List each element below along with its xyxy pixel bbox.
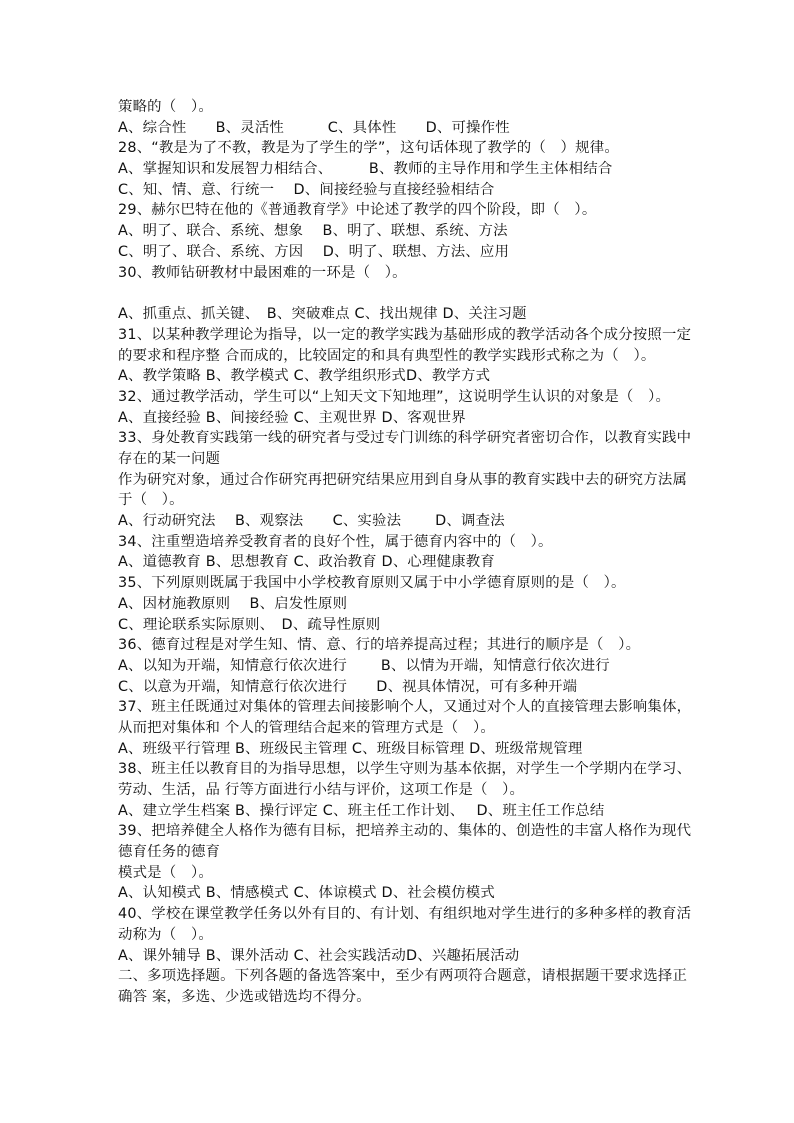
- question-32-options: A、直接经验 B、间接经验 C、主观世界 D、客观世界: [118, 409, 466, 426]
- question-39-options: A、认知模式 B、情感模式 C、体谅模式 D、社会模仿模式: [118, 885, 495, 902]
- question-28-stem: 28、“教是为了不教，教是为了学生的学”，这句话体现了教学的（ ）规律。: [118, 140, 619, 157]
- question-38-stem: 劳动、生活，品 行等方面进行小结与评价，这项工作是（ ）。: [118, 782, 525, 798]
- question-38-options: A、建立学生档案 B、操行评定 C、班主任工作计划、 D、班主任工作总结: [118, 802, 605, 819]
- question-39-stem: 39、把培养健全人格作为德有目标，把培养主动的、集体的、创造性的丰富人格作为现代: [118, 823, 692, 840]
- question-39-stem: 模式是（ ）。: [118, 864, 213, 881]
- section-2-heading: 确答 案，多选、少选或错选均不得分。: [118, 988, 371, 1005]
- question-32-stem: 32、通过教学活动，学生可以“上知天文下知地理”，这说明学生认识的对象是（ ）。: [118, 388, 671, 405]
- question-36-options-ab: A、以知为开端，知情意行依次进行 B、以情为开端，知情意行依次进行: [118, 657, 610, 674]
- question-30-stem: 30、教师钻研教材中最困难的一环是（ ）。: [118, 264, 407, 281]
- question-31-options: A、教学策略 B、教学模式 C、教学组织形式D、教学方式: [118, 368, 491, 385]
- question-33-stem: 作为研究对象，通过合作研究再把研究结果应用到自身从事的教育实践中去的研究方法属: [118, 471, 688, 488]
- question-34-stem: 34、注重塑造培养受教育者的良好个性，属于德育内容中的（ ）。: [118, 533, 553, 550]
- question-28-options-cd: C、知、情、意、行统一 D、间接经验与直接经验相结合: [118, 181, 495, 198]
- document-page: [118, 97, 718, 1008]
- question-34-options: A、道德教育 B、思想教育 C、政治教育 D、心理健康教育: [118, 554, 495, 571]
- question-40-options: A、课外辅导 B、课外活动 C、社会实践活动D、兴趣拓展活动: [118, 947, 520, 964]
- question-33-stem: 33、身处教育实践第一线的研究者与受过专门训练的科学研究者密切合作，以教育实践中: [118, 430, 692, 447]
- question-37-stem: 37、班主任既通过对集体的管理去间接影响个人，又通过对个人的直接管理去影响集体，: [118, 699, 692, 716]
- question-35-options-cd: C、理论联系实际原则、 D、疏导性原则: [118, 616, 381, 633]
- question-33-stem: 于（ ）。: [118, 492, 184, 509]
- question-28-options-ab: A、掌握知识和发展智力相结合、 B、教师的主导作用和学生主体相结合: [118, 161, 613, 178]
- question-35-stem: 35、下列原则既属于我国中小学校教育原则又属于中小学德育原则的是（ ）。: [118, 575, 626, 592]
- question-30-options: A、抓重点、抓关键、 B、突破难点 C、找出规律 D、关注习题: [118, 306, 527, 323]
- question-27-options: A、综合性 B、灵活性 C、具体性 D、可操作性: [118, 119, 510, 136]
- question-36-stem: 36、德育过程是对学生知、情、意、行的培养提高过程；其进行的顺序是（ ）。: [118, 637, 641, 654]
- question-33-stem: 存在的某一问题: [118, 451, 221, 467]
- question-39-stem: 德育任务的德育: [118, 844, 221, 861]
- question-36-options-cd: C、以意为开端，知情意行依次进行 D、视具体情况，可有多种开端: [118, 678, 578, 695]
- question-33-options: A、行动研究法 B、观察法 C、实验法 D、调查法: [118, 513, 505, 530]
- question-27-stem-end: 策略的（ ）。: [118, 99, 213, 115]
- question-38-stem: 38、班主任以教育目的为指导思想，以学生守则为基本依据，对学生一个学期内在学习、: [118, 761, 692, 778]
- blank-line: [118, 283, 718, 304]
- question-29-options-cd: C、明了、联合、系统、方因 D、明了、联想、方法、应用: [118, 243, 510, 260]
- section-2-heading: 二、多项选择题。下列各题的备选答案中，至少有两项符合题意，请根据题干要求选择正: [118, 968, 688, 985]
- question-35-options-ab: A、因材施教原则 B、启发性原则: [118, 595, 348, 612]
- question-31-stem: 31、以某种教学理论为指导，以一定的教学实践为基础形成的教学活动各个成分按照一定: [118, 326, 692, 343]
- question-29-stem: 29、赫尔巴特在他的《普通教育学》中论述了教学的四个阶段，即（ ）。: [118, 202, 597, 219]
- question-40-stem: 40、学校在课堂教学任务以外有目的、有计划、有组织地对学生进行的多种多样的教育活: [118, 906, 692, 923]
- question-40-stem: 动称为（ ）。: [118, 926, 213, 943]
- question-37-stem: 从而把对集体和 个人的管理结合起来的管理方式是（ ）。: [118, 719, 495, 736]
- question-31-stem: 的要求和程序整 合而成的，比较固定的和具有典型性的教学实践形式称之为（ ）。: [118, 347, 656, 364]
- question-29-options-ab: A、明了、联合、系统、想象 B、明了、联想、系统、方法: [118, 223, 508, 240]
- question-37-options: A、班级平行管理 B、班级民主管理 C、班级目标管理 D、班级常规管理: [118, 740, 583, 757]
